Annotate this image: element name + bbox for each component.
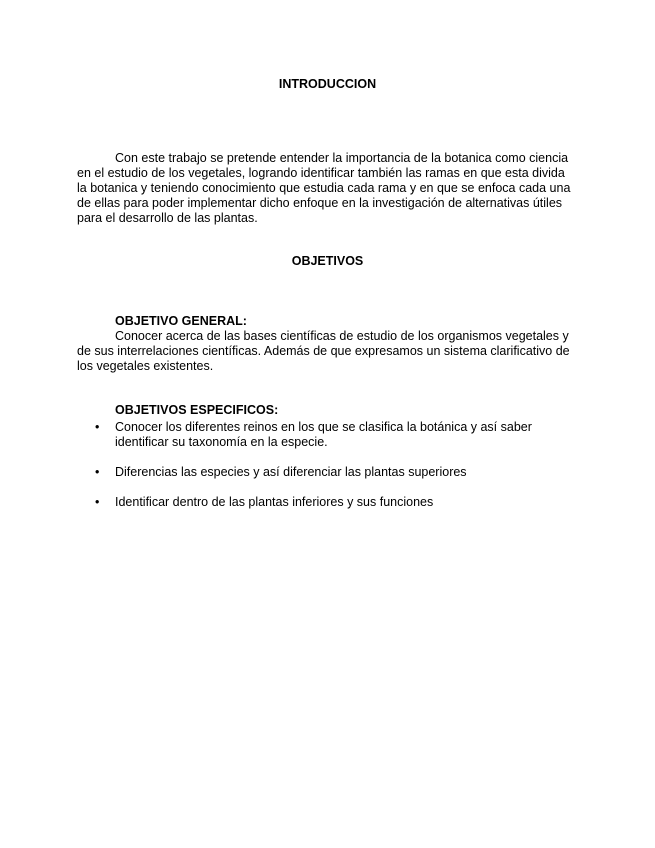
specific-objectives-heading: OBJETIVOS ESPECIFICOS:: [115, 403, 279, 417]
general-objective-paragraph: Conocer acerca de las bases científicas de estudio de los organismos vegetales y de sus interrelaciones científicas. Además de que expresamos un sistema clarificativo de los vegetales existentes.: [77, 329, 570, 373]
bullet-icon: •: [95, 420, 100, 434]
list-item-text: Diferencias las especies y así diferenciar las plantas superiores: [115, 465, 467, 479]
list-item-text: Identificar dentro de las plantas inferiores y sus funciones: [115, 495, 434, 509]
list-item: [95, 420, 565, 450]
intro-heading: INTRODUCCION: [278, 77, 377, 91]
intro-paragraph: Con este trabajo se pretende entender la importancia de la botanica como ciencia en el estudio de los vegetales, logrando identificar también las ramas en que esta divida la botanica y teniendo conocimiento que estudia cada rama y en que se enfoca cada una de ellas para poder implementar dicho enfoque en la investigación de alternativas útiles para el desarrollo de las plantas.: [77, 151, 571, 225]
bullet-icon: •: [95, 495, 100, 509]
list-item-text: Conocer los diferentes reinos en los que se clasifica la botánica y así saber identificar su taxonomía en la especie.: [115, 420, 532, 449]
objectives-heading: OBJETIVOS: [291, 254, 364, 268]
bullet-icon: •: [95, 465, 100, 479]
list-item: [95, 465, 565, 480]
list-item: [95, 495, 565, 510]
specific-objectives-list: [95, 420, 565, 525]
general-objective-heading: OBJETIVO GENERAL:: [115, 314, 247, 328]
